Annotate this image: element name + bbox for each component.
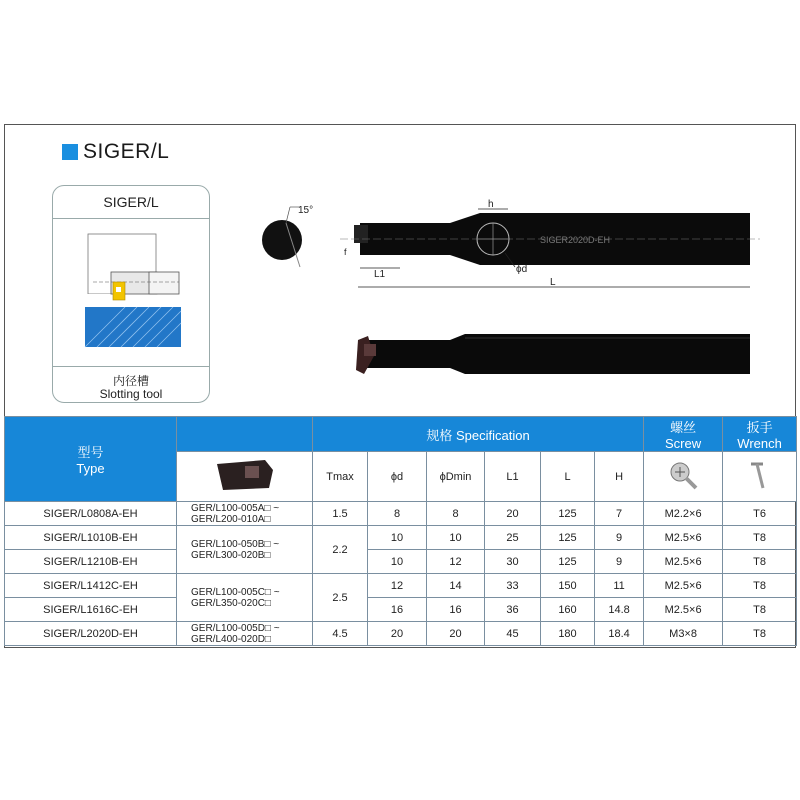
- screw-cell: M3×8: [644, 622, 723, 646]
- type-cell: SIGER/L2020D-EH: [5, 622, 177, 646]
- dmin-cell: 12: [427, 550, 485, 574]
- l-cell: 125: [541, 526, 595, 550]
- l1-cell: 20: [485, 502, 541, 526]
- type-cell: SIGER/L1412C-EH: [5, 574, 177, 598]
- l1-label: L1: [374, 269, 386, 280]
- spec-table: [4, 416, 797, 646]
- d-cell: 10: [368, 550, 427, 574]
- type-cell: SIGER/L1616C-EH: [5, 598, 177, 622]
- h-cell: 18.4: [595, 622, 644, 646]
- slotting-diagram-icon: [83, 232, 183, 348]
- card-title: SIGER/L: [53, 186, 209, 219]
- holder-header-blank: [177, 417, 313, 452]
- insert-image: [177, 452, 313, 502]
- type-cell: SIGER/L1010B-EH: [5, 526, 177, 550]
- l-cell: 180: [541, 622, 595, 646]
- wrench-header: 扳手 Wrench: [723, 417, 797, 452]
- l-cell: 150: [541, 574, 595, 598]
- card-caption-en: Slotting tool: [99, 387, 163, 401]
- screw-cell: M2.5×6: [644, 526, 723, 550]
- h-cell: 7: [595, 502, 644, 526]
- h-cell: 9: [595, 526, 644, 550]
- wrench-cell: T8: [723, 526, 797, 550]
- dmin-cell: 20: [427, 622, 485, 646]
- type-header: 型号 Type: [5, 417, 177, 502]
- tool-photo: [340, 330, 760, 390]
- type-cell: SIGER/L1210B-EH: [5, 550, 177, 574]
- d-label: ϕd: [516, 264, 528, 275]
- card-divider: [53, 366, 209, 367]
- l-cell: 125: [541, 550, 595, 574]
- l-label: L: [550, 277, 556, 288]
- col-l: L: [541, 452, 595, 502]
- dmin-cell: 8: [427, 502, 485, 526]
- col-d: ϕd: [368, 452, 427, 502]
- wrench-cell: T8: [723, 622, 797, 646]
- angle-label: 15°: [298, 205, 314, 216]
- wrench-cell: T8: [723, 598, 797, 622]
- card-caption-cn: 内径槽: [112, 374, 149, 388]
- col-l1: L1: [485, 452, 541, 502]
- type-cell: SIGER/L0808A-EH: [5, 502, 177, 526]
- holder-cell: GER/L100-005D□ ~ GER/L400-020D□: [177, 622, 313, 646]
- l-cell: 125: [541, 502, 595, 526]
- spec-header: 规格 Specification: [313, 417, 644, 452]
- wrench-icon: [745, 458, 775, 492]
- page-title: [62, 140, 169, 164]
- col-tmax: Tmax: [313, 452, 368, 502]
- tool-type-card: [52, 185, 210, 403]
- screw-image: [644, 452, 723, 502]
- h-label: h: [488, 199, 494, 210]
- tmax-cell: 1.5: [313, 502, 368, 526]
- title-square-icon: [62, 144, 78, 160]
- tmax-cell: 4.5: [313, 622, 368, 646]
- h-cell: 14.8: [595, 598, 644, 622]
- tmax-cell: 2.2: [313, 526, 368, 574]
- l1-cell: 25: [485, 526, 541, 550]
- d-cell: 12: [368, 574, 427, 598]
- dmin-cell: 10: [427, 526, 485, 550]
- screw-header: 螺丝 Screw: [644, 417, 723, 452]
- d-cell: 20: [368, 622, 427, 646]
- holder-cell: GER/L100-050B□ ~ GER/L300-020B□: [177, 526, 313, 574]
- h-cell: 9: [595, 550, 644, 574]
- l-cell: 160: [541, 598, 595, 622]
- l1-cell: 36: [485, 598, 541, 622]
- page-title-text: SIGER/L: [83, 140, 170, 163]
- col-dmin: ϕDmin: [427, 452, 485, 502]
- wrench-cell: T6: [723, 502, 797, 526]
- wrench-image: [723, 452, 797, 502]
- screw-cell: M2.5×6: [644, 598, 723, 622]
- dmin-cell: 14: [427, 574, 485, 598]
- col-h: H: [595, 452, 644, 502]
- d-cell: 8: [368, 502, 427, 526]
- engraving-text: SIGER2020D-EH: [540, 235, 611, 245]
- wrench-cell: T8: [723, 550, 797, 574]
- f-label: f: [344, 247, 347, 257]
- screw-icon: [668, 460, 698, 490]
- holder-cell: GER/L100-005C□ ~ GER/L350-020C□: [177, 574, 313, 622]
- l1-cell: 45: [485, 622, 541, 646]
- h-cell: 11: [595, 574, 644, 598]
- d-cell: 10: [368, 526, 427, 550]
- screw-cell: M2.2×6: [644, 502, 723, 526]
- insert-icon: [215, 458, 275, 492]
- l1-cell: 33: [485, 574, 541, 598]
- screw-cell: M2.5×6: [644, 550, 723, 574]
- dmin-cell: 16: [427, 598, 485, 622]
- technical-drawing: [250, 195, 770, 295]
- screw-cell: M2.5×6: [644, 574, 723, 598]
- wrench-cell: T8: [723, 574, 797, 598]
- holder-cell: GER/L100-005A□ ~ GER/L200-010A□: [177, 502, 313, 526]
- tmax-cell: 2.5: [313, 574, 368, 622]
- d-cell: 16: [368, 598, 427, 622]
- l1-cell: 30: [485, 550, 541, 574]
